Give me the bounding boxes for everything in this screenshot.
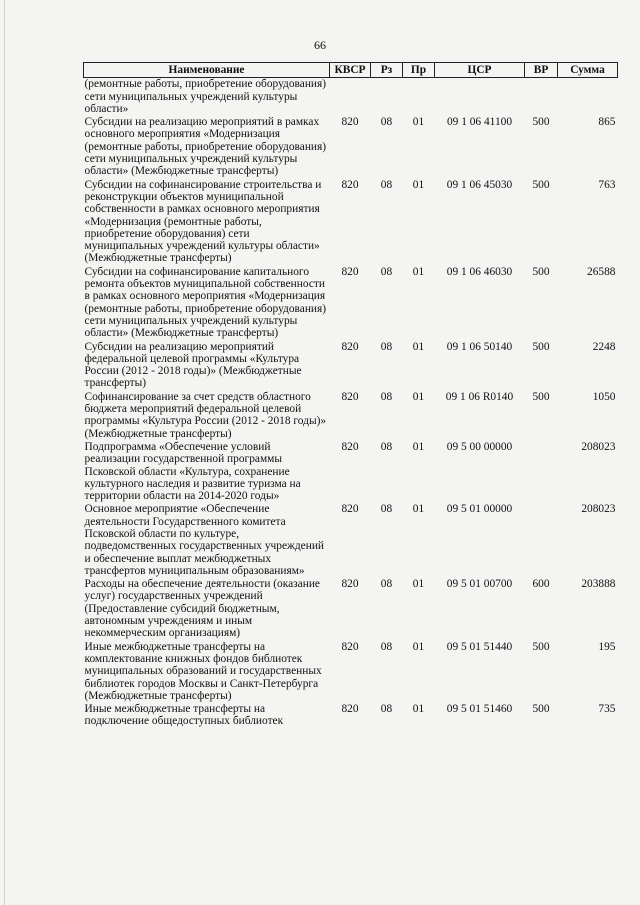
row-vr: 500 — [532, 703, 550, 716]
row-pr: 01 — [412, 390, 425, 403]
row-name: Основное мероприятие «Обеспечение деятельности Государственного комитета Псковской области по культуре, подведомственных государственных учреждений и обеспечение выплат межбюджетных трансфертов муниципальным образованиям» — [84, 503, 325, 577]
row-rz — [371, 78, 403, 116]
table-row — [84, 703, 618, 728]
row-name: (ремонтные работы, приобретение оборудования) сети муниципальных учреждений культуры области» — [84, 78, 327, 115]
table-header-row — [84, 63, 618, 78]
table-row — [84, 78, 618, 116]
header-rz: Рз — [371, 63, 403, 78]
row-vr: 500 — [532, 390, 550, 403]
row-rz: 08 — [380, 578, 393, 591]
row-sum: 195 — [598, 640, 616, 653]
row-csr: 09 1 06 46030 — [446, 265, 513, 278]
row-vr: 600 — [532, 578, 550, 591]
row-pr: 01 — [412, 440, 425, 453]
row-vr — [525, 78, 558, 116]
row-name: Субсидии на софинансирование строительства и реконструкции объектов муниципальной собственности в рамках основного мероприятия «Модернизация (ремонтные работы, приобретение оборудования) сети муниципальных учреждений культуры области» (Межбюджетные трансферты) — [84, 178, 322, 265]
row-vr: 500 — [532, 178, 550, 191]
row-sum: 763 — [598, 178, 616, 191]
row-sum: 208023 — [581, 503, 616, 516]
row-sum — [558, 78, 618, 116]
row-kvsr: 820 — [341, 390, 359, 403]
row-rz: 08 — [380, 440, 393, 453]
row-kvsr: 820 — [341, 340, 359, 353]
table-row — [84, 641, 618, 703]
row-vr: 500 — [532, 116, 550, 129]
row-name: Иные межбюджетные трансферты на комплектование книжных фондов библиотек муниципальных образований и государственных библиотек городов Москвы и Санкт-Петербурга (Межбюджетные трансферты) — [84, 640, 322, 702]
row-name: Иные межбюджетные трансферты на подключение общедоступных библиотек — [84, 703, 284, 728]
row-vr — [525, 503, 558, 578]
row-rz: 08 — [380, 503, 393, 516]
row-rz: 08 — [380, 390, 393, 403]
row-rz: 08 — [380, 340, 393, 353]
row-pr: 01 — [412, 265, 425, 278]
row-pr: 01 — [412, 578, 425, 591]
table-row — [84, 116, 618, 178]
row-vr: 500 — [532, 640, 550, 653]
row-sum: 1050 — [592, 390, 616, 403]
row-vr: 500 — [532, 265, 550, 278]
header-kvsr: КВСР — [330, 63, 371, 78]
row-sum: 208023 — [581, 440, 616, 453]
row-csr: 09 1 06 41100 — [446, 116, 513, 129]
table-row — [84, 266, 618, 341]
header-csr: ЦСР — [435, 63, 525, 78]
row-kvsr: 820 — [341, 640, 359, 653]
budget-table — [83, 62, 618, 728]
row-rz: 08 — [380, 116, 393, 129]
row-rz: 08 — [380, 703, 393, 716]
table-row — [84, 391, 618, 441]
row-name: Субсидии на реализацию мероприятий в рамках основного мероприятия «Модернизация (ремонтные работы, приобретение оборудования) сети муниципальных учреждений культуры области» (Межбюджетные трансферты) — [84, 116, 327, 178]
row-kvsr: 820 — [341, 703, 359, 716]
row-rz: 08 — [380, 640, 393, 653]
row-name: Субсидии на софинансирование капитального ремонта объектов муниципальной собственности в рамках основного мероприятия «Модернизация (ремонтные работы, приобретение оборудования) сети муниципальных учреждений культуры области» (Межбюджетные трансферты) — [84, 265, 327, 340]
row-csr: 09 1 06 R0140 — [445, 390, 514, 403]
row-csr: 09 1 06 45030 — [446, 178, 513, 191]
row-pr: 01 — [412, 640, 425, 653]
row-csr: 09 5 00 00000 — [446, 440, 513, 453]
row-name: Расходы на обеспечение деятельности (оказание услуг) государственных учреждений (Предоставление субсидий бюджетным, автономным учреждениям и иным некоммерческим организациям) — [84, 578, 320, 640]
row-csr — [435, 78, 525, 116]
row-name: Субсидии на реализацию мероприятий федеральной целевой программы «Культура России (2012 - 2018 годы)» (Межбюджетные трансферты) — [84, 340, 302, 390]
header-name: Наименование — [84, 63, 330, 78]
table-row — [84, 503, 618, 578]
row-kvsr: 820 — [341, 578, 359, 591]
table-row — [84, 341, 618, 391]
row-name: Подпрограмма «Обеспечение условий реализации государственной программы Псковской области «Культура, сохранение культурного наследия и развитие туризма на территории области на 2014-2020 годы» — [84, 440, 301, 503]
row-csr: 09 5 01 51460 — [446, 703, 513, 716]
scan-edge-line — [4, 0, 5, 905]
row-kvsr: 820 — [341, 265, 359, 278]
row-sum: 865 — [598, 116, 616, 129]
row-kvsr: 820 — [341, 116, 359, 129]
row-csr: 09 5 01 00000 — [446, 503, 513, 516]
row-sum: 735 — [598, 703, 616, 716]
row-csr: 09 5 01 51440 — [446, 640, 513, 653]
page-number: 66 — [314, 38, 326, 52]
row-kvsr — [330, 78, 371, 116]
table-row — [84, 578, 618, 640]
row-pr — [403, 78, 435, 116]
row-sum: 203888 — [581, 578, 616, 591]
row-pr: 01 — [412, 116, 425, 129]
header-sum: Сумма — [558, 63, 618, 78]
row-kvsr: 820 — [341, 440, 359, 453]
row-vr — [525, 441, 558, 503]
header-vr: ВР — [525, 63, 558, 78]
header-pr: Пр — [403, 63, 435, 78]
row-rz: 08 — [380, 265, 393, 278]
table-row — [84, 179, 618, 266]
row-pr: 01 — [412, 178, 425, 191]
row-sum: 26588 — [587, 265, 616, 278]
row-pr: 01 — [412, 703, 425, 716]
row-pr: 01 — [412, 503, 425, 516]
row-rz: 08 — [380, 178, 393, 191]
row-kvsr: 820 — [341, 503, 359, 516]
row-kvsr: 820 — [341, 178, 359, 191]
row-csr: 09 5 01 00700 — [446, 578, 513, 591]
row-sum: 2248 — [592, 340, 616, 353]
row-pr: 01 — [412, 340, 425, 353]
row-csr: 09 1 06 50140 — [446, 340, 513, 353]
row-name: Софинансирование за счет средств областного бюджета мероприятий федеральной целевой программы «Культура России (2012 - 2018 годы)» (Межбюджетные трансферты) — [84, 390, 327, 440]
row-vr: 500 — [532, 340, 550, 353]
table-row — [84, 441, 618, 503]
